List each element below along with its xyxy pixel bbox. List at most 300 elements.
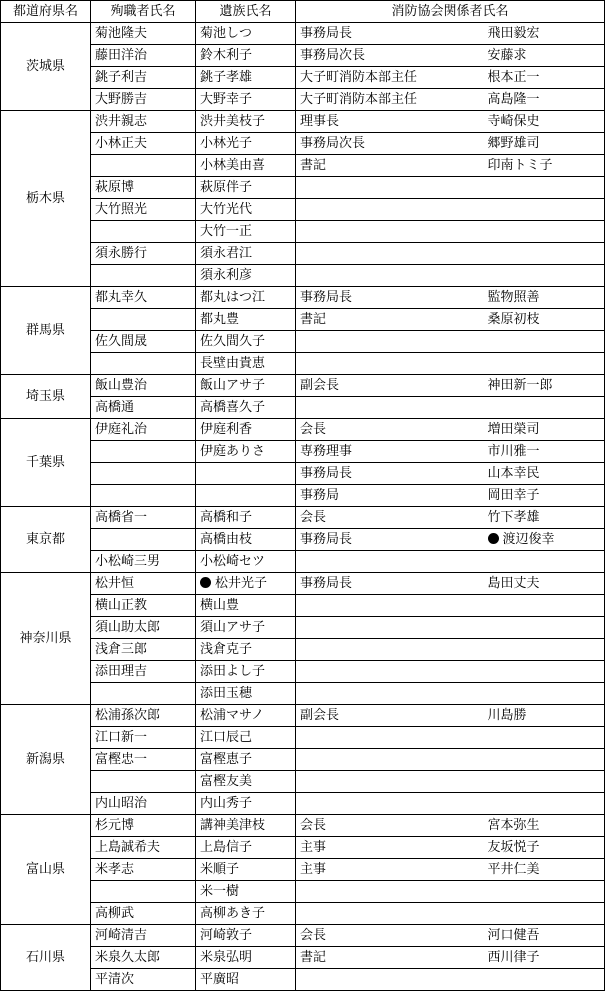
- victim-name-cell: [91, 287, 196, 309]
- victim-name-cell: [91, 925, 196, 947]
- family-name-cell-text: 高柳あき子: [200, 906, 266, 921]
- association-role-cell: [296, 815, 484, 837]
- table-row: [1, 903, 605, 925]
- family-name-cell: [196, 23, 296, 45]
- victim-name-cell-text: 萩原博: [95, 180, 135, 195]
- association-name-cell-text: 山本幸民: [487, 466, 540, 481]
- family-name-cell-text: 大竹光代: [200, 202, 253, 217]
- association-name-cell: [484, 727, 605, 749]
- association-name-cell-text: 島田丈夫: [487, 576, 540, 591]
- victim-name-cell-text: 浅倉三郎: [95, 642, 148, 657]
- association-name-cell: [484, 155, 605, 177]
- association-name-cell-text: 河口健吾: [487, 928, 540, 943]
- victim-name-cell: [91, 639, 196, 661]
- victim-name-cell-text: 高柳武: [95, 906, 135, 921]
- table-row: [1, 287, 605, 309]
- association-name-cell: [484, 23, 605, 45]
- association-name-cell: [484, 45, 605, 67]
- association-name-cell-text: 西川律子: [487, 950, 540, 965]
- victim-name-cell: [91, 969, 196, 991]
- family-name-cell: [196, 177, 296, 199]
- family-name-cell-text: 内山秀子: [200, 796, 253, 811]
- association-role-cell: [296, 67, 484, 89]
- association-name-cell: [484, 133, 605, 155]
- table-row: [1, 925, 605, 947]
- association-role-cell-text: 事務局長: [300, 26, 353, 41]
- association-role-cell-text: 事務局長: [300, 576, 353, 591]
- association-role-cell: [296, 507, 484, 529]
- family-name-cell: [196, 815, 296, 837]
- association-role-cell-text: 事務局長: [300, 290, 353, 305]
- victim-name-cell-text: 佐久間晟: [95, 334, 148, 349]
- family-name-cell-text: 横山豊: [200, 598, 240, 613]
- family-name-cell-text: 須永君江: [200, 246, 253, 261]
- family-name-cell: [196, 793, 296, 815]
- association-name-cell: [484, 705, 605, 727]
- family-name-cell-text: 河崎敦子: [200, 928, 253, 943]
- association-name-cell: [484, 749, 605, 771]
- family-name-cell-text: 富樫恵子: [200, 752, 253, 767]
- table-row: [1, 639, 605, 661]
- association-role-cell: [296, 529, 484, 551]
- header-association: 消防協会関係者氏名: [296, 1, 605, 23]
- victim-name-cell: [91, 133, 196, 155]
- association-name-cell-text: 渡辺俊幸: [502, 532, 555, 547]
- victim-name-cell: [91, 903, 196, 925]
- bullet-dot-icon: [200, 577, 211, 588]
- family-name-cell-text: 須山アサ子: [200, 620, 266, 635]
- family-name-cell: [196, 529, 296, 551]
- association-role-cell: [296, 969, 484, 991]
- victim-name-cell-text: 高橋通: [95, 400, 135, 415]
- association-name-cell: [484, 573, 605, 595]
- victim-name-cell: [91, 837, 196, 859]
- family-name-cell: [196, 551, 296, 573]
- family-name-cell-text: 松井光子: [215, 576, 268, 591]
- victim-name-cell: [91, 353, 196, 375]
- association-role-cell: [296, 309, 484, 331]
- victim-name-cell: [91, 89, 196, 111]
- victim-name-cell: [91, 551, 196, 573]
- victim-name-cell: [91, 595, 196, 617]
- family-name-cell: [196, 441, 296, 463]
- victim-name-cell: [91, 45, 196, 67]
- family-name-cell: [196, 243, 296, 265]
- association-role-cell-text: 事務局次長: [300, 48, 366, 63]
- family-name-cell-text: 飯山アサ子: [200, 378, 266, 393]
- victim-name-cell-text: 上島誠希夫: [95, 840, 161, 855]
- association-name-cell: [484, 243, 605, 265]
- family-name-cell: [196, 595, 296, 617]
- association-role-cell: [296, 749, 484, 771]
- table-row: [1, 177, 605, 199]
- association-name-cell-text: 郷野雄司: [487, 136, 540, 151]
- association-role-cell: [296, 243, 484, 265]
- table-row: [1, 419, 605, 441]
- victim-name-cell-text: 都丸幸久: [95, 290, 148, 305]
- family-name-cell-text: 江口辰己: [200, 730, 253, 745]
- association-name-cell: [484, 947, 605, 969]
- victim-name-cell-text: 江口新一: [95, 730, 148, 745]
- victim-name-cell-text: 平清次: [95, 972, 135, 987]
- table-row: [1, 331, 605, 353]
- association-name-cell: [484, 221, 605, 243]
- association-name-cell: [484, 925, 605, 947]
- victim-name-cell-text: 菊池隆夫: [95, 26, 148, 41]
- association-name-cell: [484, 595, 605, 617]
- victim-name-cell-text: 藤田洋治: [95, 48, 148, 63]
- victim-name-cell-text: 銚子利吉: [95, 70, 148, 85]
- table-row: [1, 243, 605, 265]
- family-name-cell: [196, 969, 296, 991]
- association-role-cell-text: 会長: [300, 422, 327, 437]
- family-name-cell-text: 都丸豊: [200, 312, 240, 327]
- table-row: [1, 749, 605, 771]
- table-row: [1, 617, 605, 639]
- association-role-cell: [296, 155, 484, 177]
- association-name-cell: [484, 353, 605, 375]
- association-name-cell: [484, 507, 605, 529]
- victim-name-cell: [91, 617, 196, 639]
- family-name-cell-text: 米一樹: [200, 884, 240, 899]
- association-role-cell: [296, 617, 484, 639]
- association-name-cell: [484, 881, 605, 903]
- victim-name-cell-text: 内山昭治: [95, 796, 148, 811]
- table-row: [1, 551, 605, 573]
- victim-name-cell-text: 米孝志: [95, 862, 135, 877]
- family-name-cell: [196, 353, 296, 375]
- association-role-cell: [296, 199, 484, 221]
- family-name-cell: [196, 265, 296, 287]
- family-name-cell-text: 米泉弘明: [200, 950, 253, 965]
- association-role-cell-text: 事務局次長: [300, 136, 366, 151]
- association-name-cell: [484, 529, 605, 551]
- association-name-cell-text: 監物照善: [487, 290, 540, 305]
- table-row: [1, 89, 605, 111]
- association-role-cell-text: 事務局長: [300, 532, 353, 547]
- victim-name-cell: [91, 419, 196, 441]
- association-name-cell-text: 友坂悦子: [487, 840, 540, 855]
- association-role-cell-text: 事務局: [300, 488, 340, 503]
- association-name-cell: [484, 639, 605, 661]
- association-role-cell-text: 主事: [300, 840, 327, 855]
- family-name-cell: [196, 573, 296, 595]
- association-name-cell: [484, 441, 605, 463]
- family-name-cell-text: 佐久間久子: [200, 334, 266, 349]
- association-role-cell: [296, 463, 484, 485]
- association-name-cell: [484, 331, 605, 353]
- association-role-cell-text: 大子町消防本部主任: [300, 92, 418, 107]
- family-name-cell: [196, 309, 296, 331]
- association-role-cell: [296, 727, 484, 749]
- association-name-cell: [484, 661, 605, 683]
- victim-name-cell: [91, 661, 196, 683]
- association-name-cell: [484, 485, 605, 507]
- victim-name-cell-text: 須永勝行: [95, 246, 148, 261]
- family-name-cell-text: 講神美津枝: [200, 818, 266, 833]
- family-name-cell-text: 松浦マサノ: [200, 708, 265, 723]
- table-row: [1, 881, 605, 903]
- association-name-cell: [484, 375, 605, 397]
- victim-name-cell: [91, 485, 196, 507]
- association-name-cell: [484, 617, 605, 639]
- victim-name-cell-text: 松浦孫次郎: [95, 708, 161, 723]
- family-name-cell-text: 高橋和子: [200, 510, 253, 525]
- association-name-cell-text: 宮本弥生: [487, 818, 540, 833]
- association-name-cell: [484, 397, 605, 419]
- association-role-cell-text: 書記: [300, 950, 327, 965]
- family-name-cell-text: 都丸はつ江: [200, 290, 266, 305]
- association-name-cell: [484, 551, 605, 573]
- family-name-cell: [196, 683, 296, 705]
- prefecture-cell: 群馬県: [1, 287, 91, 375]
- family-name-cell: [196, 45, 296, 67]
- association-name-cell-text: 平井仁美: [487, 862, 540, 877]
- header-victim: 殉職者氏名: [91, 1, 196, 23]
- association-role-cell: [296, 177, 484, 199]
- victim-name-cell: [91, 221, 196, 243]
- family-name-cell: [196, 67, 296, 89]
- association-role-cell: [296, 705, 484, 727]
- family-name-cell-text: 富樫友美: [200, 774, 253, 789]
- family-name-cell: [196, 705, 296, 727]
- victim-name-cell: [91, 881, 196, 903]
- family-name-cell: [196, 133, 296, 155]
- table-row: [1, 793, 605, 815]
- association-name-cell-text: 寺崎保史: [487, 114, 540, 129]
- family-name-cell: [196, 287, 296, 309]
- table-row: [1, 199, 605, 221]
- association-role-cell: [296, 331, 484, 353]
- family-name-cell: [196, 749, 296, 771]
- association-role-cell: [296, 287, 484, 309]
- association-role-cell-text: 書記: [300, 312, 327, 327]
- victim-name-cell-text: 大竹照光: [95, 202, 148, 217]
- association-role-cell-text: 会長: [300, 818, 327, 833]
- family-name-cell-text: 伊庭利香: [200, 422, 253, 437]
- association-name-cell: [484, 463, 605, 485]
- association-role-cell: [296, 683, 484, 705]
- victim-name-cell: [91, 705, 196, 727]
- association-role-cell: [296, 573, 484, 595]
- prefecture-cell: 東京都: [1, 507, 91, 573]
- victim-name-cell: [91, 155, 196, 177]
- association-role-cell-text: 副会長: [300, 378, 340, 393]
- family-name-cell: [196, 925, 296, 947]
- association-name-cell-text: 川島勝: [487, 708, 527, 723]
- association-name-cell: [484, 287, 605, 309]
- family-name-cell: [196, 199, 296, 221]
- victim-name-cell-text: 河崎清吉: [95, 928, 148, 943]
- association-role-cell: [296, 595, 484, 617]
- prefecture-cell: 茨城県: [1, 23, 91, 111]
- victim-name-cell-text: 米泉久太郎: [95, 950, 161, 965]
- victim-name-cell: [91, 243, 196, 265]
- association-name-cell-text: 飛田毅宏: [487, 26, 540, 41]
- association-name-cell-text: 増田榮司: [487, 422, 540, 437]
- victim-name-cell-text: 松井恒: [95, 576, 135, 591]
- victim-name-cell: [91, 463, 196, 485]
- family-name-cell: [196, 947, 296, 969]
- association-role-cell: [296, 375, 484, 397]
- association-name-cell: [484, 309, 605, 331]
- association-role-cell: [296, 221, 484, 243]
- association-role-cell: [296, 947, 484, 969]
- association-role-cell-text: 書記: [300, 158, 327, 173]
- table-row: [1, 45, 605, 67]
- header-row: [1, 1, 605, 23]
- family-name-cell: [196, 859, 296, 881]
- bullet-dot-icon: [488, 533, 499, 544]
- table-row: [1, 67, 605, 89]
- victim-name-cell: [91, 771, 196, 793]
- family-name-cell: [196, 903, 296, 925]
- table-row: [1, 265, 605, 287]
- victim-name-cell: [91, 441, 196, 463]
- association-name-cell: [484, 67, 605, 89]
- table-row: [1, 155, 605, 177]
- table-row: [1, 441, 605, 463]
- prefecture-cell: 神奈川県: [1, 573, 91, 705]
- prefecture-cell: 石川県: [1, 925, 91, 991]
- association-role-cell: [296, 265, 484, 287]
- family-name-cell-text: 小林光子: [200, 136, 253, 151]
- victim-name-cell-text: 小林正夫: [95, 136, 148, 151]
- family-name-cell: [196, 881, 296, 903]
- victim-name-cell: [91, 265, 196, 287]
- family-name-cell-text: 上島信子: [200, 840, 253, 855]
- association-name-cell-text: 安藤求: [487, 48, 527, 63]
- family-name-cell-text: 長壁由貴恵: [200, 356, 266, 371]
- family-name-cell-text: 添田よし子: [200, 664, 266, 679]
- family-name-cell-text: 浅倉克子: [200, 642, 253, 657]
- association-name-cell: [484, 793, 605, 815]
- table-row: [1, 23, 605, 45]
- victim-name-cell: [91, 177, 196, 199]
- table-row: [1, 221, 605, 243]
- victim-name-cell-text: 渋井親志: [95, 114, 148, 129]
- roster-body: [1, 1, 605, 991]
- table-row: [1, 969, 605, 991]
- victim-name-cell: [91, 793, 196, 815]
- family-name-cell-text: 大竹一正: [200, 224, 253, 239]
- association-role-cell-text: 会長: [300, 510, 327, 525]
- association-role-cell: [296, 771, 484, 793]
- association-name-cell: [484, 859, 605, 881]
- victim-name-cell-text: 杉元博: [95, 818, 135, 833]
- family-name-cell-text: 菊池しつ: [200, 26, 253, 41]
- association-role-cell-text: 大子町消防本部主任: [300, 70, 418, 85]
- family-name-cell: [196, 155, 296, 177]
- table-row: [1, 375, 605, 397]
- family-name-cell: [196, 111, 296, 133]
- family-name-cell-text: 鈴木利子: [200, 48, 253, 63]
- victim-name-cell: [91, 111, 196, 133]
- family-name-cell-text: 小林美由喜: [200, 158, 266, 173]
- association-name-cell-text: 神田新一郎: [487, 378, 553, 393]
- victim-name-cell-text: 高橋省一: [95, 510, 148, 525]
- family-name-cell: [196, 507, 296, 529]
- association-role-cell: [296, 441, 484, 463]
- family-name-cell: [196, 661, 296, 683]
- association-name-cell: [484, 177, 605, 199]
- association-role-cell: [296, 419, 484, 441]
- association-name-cell: [484, 683, 605, 705]
- association-name-cell: [484, 815, 605, 837]
- victim-name-cell: [91, 331, 196, 353]
- association-name-cell-text: 桑原初枝: [487, 312, 540, 327]
- family-name-cell-text: 大野幸子: [200, 92, 253, 107]
- table-row: [1, 859, 605, 881]
- victim-name-cell-text: 須山助太郎: [95, 620, 161, 635]
- table-row: [1, 573, 605, 595]
- family-name-cell: [196, 639, 296, 661]
- prefecture-cell: 栃木県: [1, 111, 91, 287]
- association-role-cell: [296, 23, 484, 45]
- family-name-cell-text: 平廣昭: [200, 972, 240, 987]
- family-name-cell: [196, 397, 296, 419]
- victim-name-cell: [91, 309, 196, 331]
- family-name-cell: [196, 89, 296, 111]
- association-role-cell-text: 副会長: [300, 708, 340, 723]
- family-name-cell-text: 銚子孝雄: [200, 70, 253, 85]
- victim-name-cell: [91, 727, 196, 749]
- association-role-cell: [296, 661, 484, 683]
- victim-name-cell-text: 大野勝吉: [95, 92, 148, 107]
- association-role-cell-text: 専務理事: [300, 444, 353, 459]
- table-row: [1, 595, 605, 617]
- family-name-cell-text: 伊庭ありさ: [200, 444, 266, 459]
- association-name-cell: [484, 199, 605, 221]
- association-role-cell: [296, 903, 484, 925]
- table-row: [1, 353, 605, 375]
- victim-name-cell: [91, 375, 196, 397]
- family-name-cell-text: 添田玉穂: [200, 686, 253, 701]
- table-row: [1, 463, 605, 485]
- prefecture-cell: 千葉県: [1, 419, 91, 507]
- family-name-cell-text: 小松崎セツ: [200, 554, 266, 569]
- victim-name-cell-text: 添田理吉: [95, 664, 148, 679]
- family-name-cell: [196, 331, 296, 353]
- association-role-cell-text: 主事: [300, 862, 327, 877]
- family-name-cell: [196, 463, 296, 485]
- association-role-cell-text: 会長: [300, 928, 327, 943]
- association-role-cell: [296, 837, 484, 859]
- table-row: [1, 727, 605, 749]
- family-name-cell-text: 高橋由枝: [200, 532, 253, 547]
- victim-name-cell: [91, 947, 196, 969]
- association-name-cell: [484, 265, 605, 287]
- association-name-cell: [484, 903, 605, 925]
- table-row: [1, 309, 605, 331]
- header-prefecture: 都道府県名: [1, 1, 91, 23]
- table-row: [1, 507, 605, 529]
- victim-name-cell: [91, 749, 196, 771]
- victim-name-cell: [91, 683, 196, 705]
- association-name-cell: [484, 969, 605, 991]
- association-role-cell: [296, 859, 484, 881]
- association-name-cell: [484, 837, 605, 859]
- table-row: [1, 705, 605, 727]
- association-name-cell-text: 印南トミ子: [487, 158, 553, 173]
- victim-name-cell: [91, 199, 196, 221]
- victim-name-cell-text: 伊庭礼治: [95, 422, 148, 437]
- association-role-cell: [296, 639, 484, 661]
- victim-name-cell: [91, 67, 196, 89]
- table-row: [1, 815, 605, 837]
- association-name-cell-text: 竹下孝雄: [487, 510, 540, 525]
- association-role-cell: [296, 881, 484, 903]
